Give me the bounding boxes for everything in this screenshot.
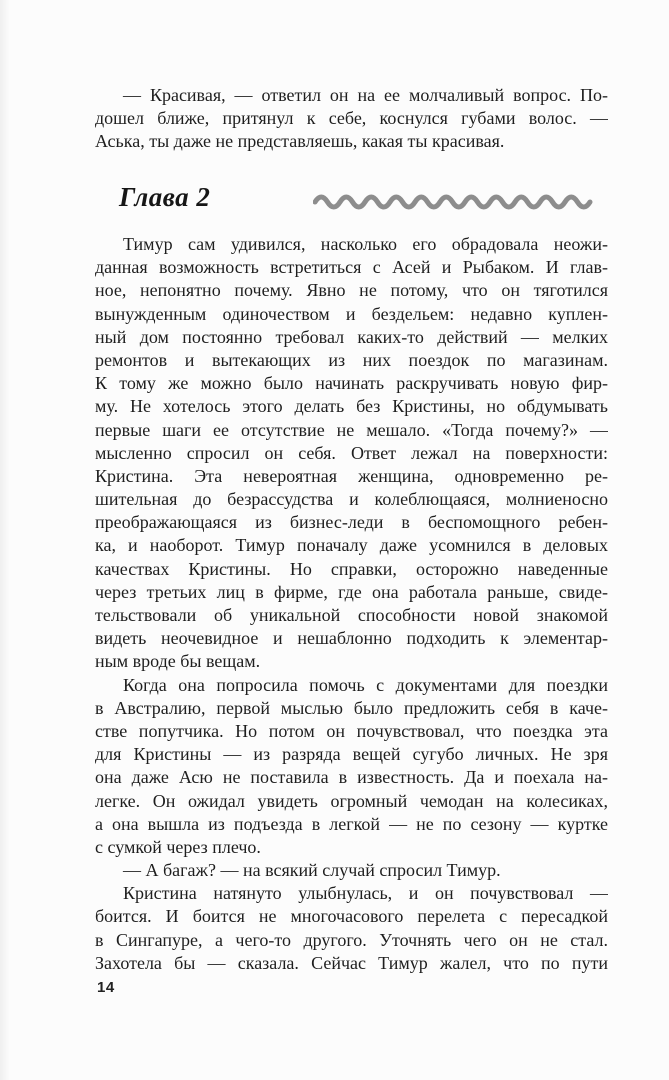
- text-line: — А багаж? — на всякий случай спросил Тимур.: [123, 860, 501, 881]
- text-line: Когда она попросила помочь с документами для поездки: [123, 674, 608, 695]
- text-line: тельствовали об уникальной способности новой знакомой: [95, 605, 608, 625]
- text-line: Тимур сам удивился, насколько его обрадовала неожи-: [123, 234, 608, 254]
- text-line: преображающаяся из бизнес-леди в беспомощного ребен-: [95, 512, 608, 533]
- text-line: шительная до безрассудства и колеблющаяся, молниеносно: [95, 489, 608, 510]
- text-line: а она вышла из подъезда в легкой — не по сезону — куртке: [95, 813, 608, 834]
- text-line: первые шаги ее отсутствие не мешало. «Тогда почему?» —: [95, 419, 608, 440]
- text-line: К тому же можно было начинать раскручивать новую фир-: [95, 373, 608, 394]
- text-line: в Австралию, первой мыслью было предложить себя в каче-: [95, 697, 608, 718]
- paragraph: [95, 859, 608, 882]
- chapter-heading: Глава 2: [119, 182, 211, 212]
- text-line: му. Не хотелось этого делать без Кристины, но обдумывать: [95, 396, 608, 417]
- text-line: данная возможность встретиться с Асей и Рыбаком. И глав-: [95, 257, 608, 278]
- text-line: через третьих лиц в фирме, где она работала раньше, свиде-: [95, 581, 608, 602]
- text-line: она даже Асю не поставила в известность. Да и поехала на-: [95, 767, 608, 788]
- text-line: Кристина. Эта невероятная женщина, одновременно ре-: [95, 465, 608, 486]
- paragraph: [95, 233, 608, 674]
- paragraph: [95, 674, 608, 860]
- paragraph: [95, 882, 608, 975]
- text-line: мысленно спросил он себя. Ответ лежал на поверхности:: [95, 442, 608, 463]
- text-line: ремонтов и вытекающих из них поездок по магазинам.: [95, 349, 608, 370]
- text-line: Кристина натянуто улыбнулась, и он почувствовал —: [123, 883, 608, 904]
- text-line: боится. И боится не многочасового перелета с пересадкой: [95, 906, 608, 927]
- paragraph: [95, 84, 608, 154]
- page-number: 14: [97, 979, 115, 996]
- chapter-wave-decoration-icon: [313, 191, 598, 213]
- text-line: ка, и наоборот. Тимур поначалу даже усомнился в деловых: [95, 535, 608, 556]
- text-line: для Кристины — из разряда вещей сугубо личных. Не зря: [95, 744, 608, 765]
- text-line: ным вроде бы вещам.: [95, 651, 261, 672]
- text-line: ное, непонятно почему. Явно не потому, что он тяготился: [95, 280, 608, 301]
- text-line: дошел ближе, притянул к себе, коснулся губами волос. —: [95, 108, 608, 129]
- text-line: вынужденным одиночеством и бездельем: недавно куплен-: [95, 303, 608, 324]
- text-line: Аська, ты даже не представляешь, какая ты красивая.: [95, 131, 505, 152]
- text-line: с сумкой через плечо.: [95, 836, 261, 857]
- text-line: ный дом постоянно требовал каких-то действий — мелких: [95, 326, 608, 347]
- text-line: легке. Он ожидал увидеть огромный чемодан на колесиках,: [95, 790, 608, 811]
- body-text-block: [95, 233, 608, 975]
- intro-text-block: [95, 84, 608, 154]
- text-line: Захотела бы — сказала. Сейчас Тимур жалел, что по пути: [95, 952, 608, 973]
- text-line: стве попутчика. Но потом он почувствовал, что поездка эта: [95, 720, 608, 741]
- text-line: — Красивая, — ответил он на ее молчаливый вопрос. По-: [123, 85, 608, 105]
- text-line: в Сингапуре, а чего-то другого. Уточнять чего он не стал.: [95, 929, 608, 950]
- text-line: видеть неочевидное и нешаблонно подходить к элементар-: [95, 628, 608, 649]
- text-line: качествах Кристины. Но справки, осторожно наведенные: [95, 558, 608, 579]
